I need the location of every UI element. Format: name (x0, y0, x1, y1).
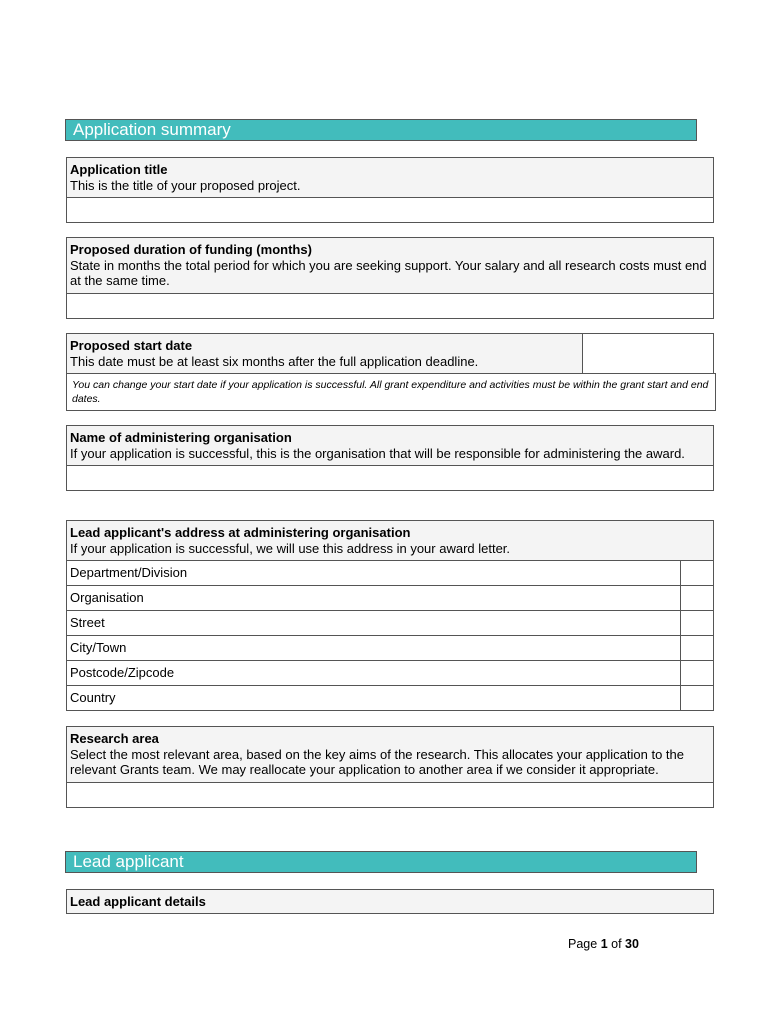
start-date-note: You can change your start date if your application is successful. All grant expenditure and activities must be within the grant start and end dates. (66, 373, 716, 411)
application-title-box (66, 157, 714, 223)
address-row-department (67, 560, 713, 585)
organisation-question (67, 426, 713, 465)
address-field-input[interactable] (680, 686, 713, 710)
address-row-organisation (67, 585, 713, 610)
application-title-label: Application title (70, 162, 168, 177)
duration-label: Proposed duration of funding (months) (70, 242, 312, 257)
address-field-input[interactable] (680, 661, 713, 685)
duration-input[interactable] (67, 293, 713, 318)
current-page: 1 (600, 937, 608, 951)
total-pages: 30 (625, 937, 639, 951)
research-area-question (67, 727, 713, 782)
address-field-label: City/Town (70, 640, 127, 655)
lead-applicant-details-question (67, 890, 713, 913)
duration-box (66, 237, 714, 319)
application-title-question (67, 158, 713, 197)
of-word: of (611, 937, 622, 951)
section-header-application-summary: Application summary (65, 119, 697, 141)
address-label: Lead applicant's address at administering organisation (70, 525, 411, 540)
address-field-input[interactable] (680, 561, 713, 585)
address-field-label: Country (70, 690, 116, 705)
lead-applicant-details-box (66, 889, 714, 914)
start-date-input[interactable] (583, 334, 713, 373)
duration-description: State in months the total period for which you are seeking support. Your salary and all research costs must end at the same time. (70, 257, 707, 288)
organisation-input[interactable] (67, 465, 713, 490)
application-title-input[interactable] (67, 197, 713, 222)
address-row-city (67, 635, 713, 660)
start-date-description: This date must be at least six months after the full application deadline. (70, 353, 479, 369)
organisation-label: Name of administering organisation (70, 430, 292, 445)
address-row-postcode (67, 660, 713, 685)
organisation-box (66, 425, 714, 491)
start-date-label: Proposed start date (70, 338, 193, 353)
address-field-label: Postcode/Zipcode (70, 665, 175, 680)
start-date-box (66, 333, 714, 374)
address-field-label: Organisation (70, 590, 144, 605)
duration-question (67, 238, 713, 293)
page-word: Page (568, 937, 598, 951)
address-description: If your application is successful, we will use this address in your award letter. (70, 540, 511, 556)
address-box (66, 520, 714, 711)
address-field-input[interactable] (680, 636, 713, 660)
address-field-label: Street (70, 615, 105, 630)
address-row-street (67, 610, 713, 635)
address-field-input[interactable] (680, 586, 713, 610)
research-area-label: Research area (70, 731, 159, 746)
section-header-lead-applicant: Lead applicant (65, 851, 697, 873)
start-date-question (67, 334, 583, 373)
address-field-label: Department/Division (70, 565, 188, 580)
application-title-description: This is the title of your proposed project. (70, 177, 301, 193)
lead-applicant-details-label: Lead applicant details (70, 894, 206, 909)
address-question (67, 521, 713, 560)
research-area-input[interactable] (67, 782, 713, 807)
address-row-country (67, 685, 713, 710)
research-area-box (66, 726, 714, 808)
organisation-description: If your application is successful, this is the organisation that will be responsible for administering the award. (70, 445, 685, 461)
address-field-input[interactable] (680, 611, 713, 635)
page-number (568, 937, 639, 951)
research-area-description: Select the most relevant area, based on the key aims of the research. This allocates your application to the relevant Grants team. We may reallocate your application to another area if we consider it appropriate. (70, 746, 684, 777)
